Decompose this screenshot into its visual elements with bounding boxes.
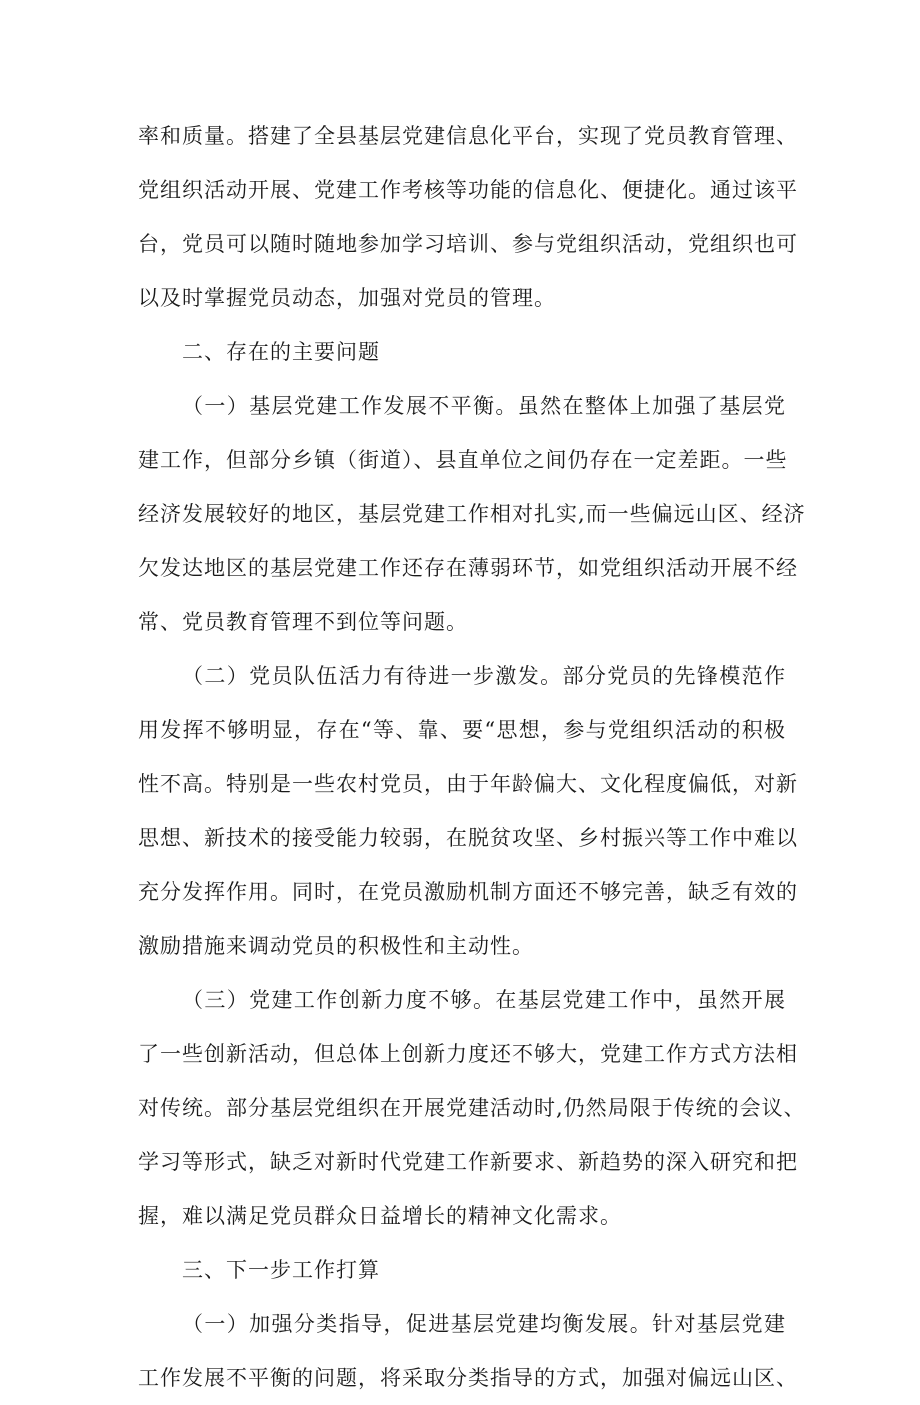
text-line: 台，党员可以随时随地参加学习培训、参与党组织活动，党组织也可 <box>138 232 798 256</box>
text-line: 以及时掌握党员动态，加强对党员的管理。 <box>138 286 556 310</box>
text-line: 常、党员教育管理不到位等问题。 <box>138 610 468 634</box>
text-line: 用发挥不够明显，存在“等、靠、要“思想，参与党组织活动的积极 <box>138 718 786 742</box>
paragraph-problem-2 <box>138 649 798 973</box>
text-line: （一）加强分类指导，促进基层党建均衡发展。针对基层党建 <box>182 1312 786 1336</box>
paragraph-plan-1 <box>138 1297 798 1405</box>
text-line: 握，难以满足党员群众日益增长的精神文化需求。 <box>138 1204 622 1228</box>
text-line: 对传统。部分基层党组织在开展党建活动时,仍然局限于传统的会议、 <box>138 1096 806 1120</box>
text-line: 充分发挥作用。同时，在党员激励机制方面还不够完善，缺乏有效的 <box>138 880 798 904</box>
section-heading-next-steps: 三、下一步工作打算 <box>182 1258 380 1282</box>
text-line: 经济发展较好的地区，基层党建工作相对扎实,而一些偏远山区、经济 <box>138 502 806 526</box>
document-body <box>138 109 806 1405</box>
text-line: 激励措施来调动党员的积极性和主动性。 <box>138 934 534 958</box>
text-line: 性不高。特别是一些农村党员，由于年龄偏大、文化程度偏低，对新 <box>138 772 798 796</box>
text-line: （二）党员队伍活力有待进一步激发。部分党员的先锋模范作 <box>182 664 786 688</box>
text-line: 率和质量。搭建了全县基层党建信息化平台，实现了党员教育管理、 <box>138 124 798 148</box>
text-line: 学习等形式，缺乏对新时代党建工作新要求、新趋势的深入研究和把 <box>138 1150 798 1174</box>
paragraph-problem-1 <box>138 379 806 649</box>
text-line: 欠发达地区的基层党建工作还存在薄弱环节，如党组织活动开展不经 <box>138 556 798 580</box>
text-line: （一）基层党建工作发展不平衡。虽然在整体上加强了基层党 <box>182 394 786 418</box>
text-line: 工作发展不平衡的问题，将采取分类指导的方式，加强对偏远山区、 <box>138 1366 798 1390</box>
text-line: 党组织活动开展、党建工作考核等功能的信息化、便捷化。通过该平 <box>138 178 798 202</box>
text-line: （三）党建工作创新力度不够。在基层党建工作中，虽然开展 <box>182 988 786 1012</box>
paragraph-problem-3 <box>138 973 806 1243</box>
section-heading-problems: 二、存在的主要问题 <box>182 340 380 364</box>
text-line: 思想、新技术的接受能力较弱，在脱贫攻坚、乡村振兴等工作中难以 <box>138 826 798 850</box>
text-line: 建工作，但部分乡镇（街道）、县直单位之间仍存在一定差距。一些 <box>138 448 788 472</box>
paragraph-continuation <box>138 109 798 325</box>
text-line: 了一些创新活动，但总体上创新力度还不够大，党建工作方式方法相 <box>138 1042 798 1066</box>
